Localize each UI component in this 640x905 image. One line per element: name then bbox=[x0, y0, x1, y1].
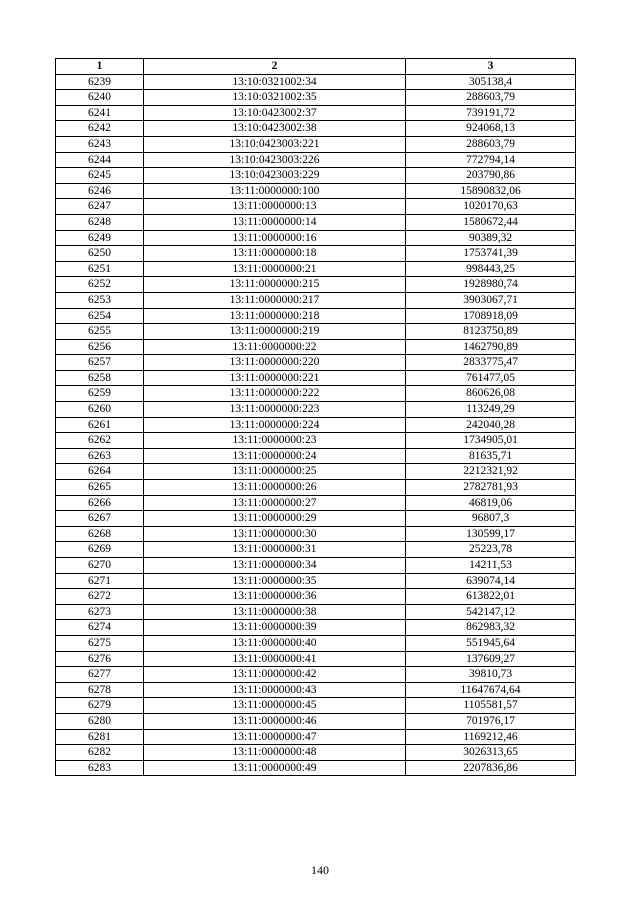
table-row bbox=[56, 199, 576, 215]
value-cell: 761477,05 bbox=[406, 370, 576, 386]
column-header-cadastral-number: 2 bbox=[144, 59, 406, 75]
table-row bbox=[56, 713, 576, 729]
row-number-cell: 6249 bbox=[56, 230, 144, 246]
cadastral-number-cell: 13:11:0000000:46 bbox=[144, 713, 406, 729]
row-number-cell: 6274 bbox=[56, 620, 144, 636]
row-number-cell: 6257 bbox=[56, 355, 144, 371]
value-cell: 1020170,63 bbox=[406, 199, 576, 215]
table-row bbox=[56, 90, 576, 106]
value-cell: 130599,17 bbox=[406, 526, 576, 542]
cadastral-number-cell: 13:11:0000000:29 bbox=[144, 511, 406, 527]
row-number-cell: 6254 bbox=[56, 308, 144, 324]
cadastral-number-cell: 13:11:0000000:221 bbox=[144, 370, 406, 386]
cadastral-number-cell: 13:11:0000000:224 bbox=[144, 417, 406, 433]
row-number-cell: 6279 bbox=[56, 698, 144, 714]
row-number-cell: 6267 bbox=[56, 511, 144, 527]
row-number-cell: 6256 bbox=[56, 339, 144, 355]
cadastral-number-cell: 13:11:0000000:18 bbox=[144, 246, 406, 262]
table-row bbox=[56, 511, 576, 527]
cadastral-number-cell: 13:11:0000000:38 bbox=[144, 604, 406, 620]
table-row bbox=[56, 261, 576, 277]
value-cell: 639074,14 bbox=[406, 573, 576, 589]
table-row bbox=[56, 745, 576, 761]
row-number-cell: 6264 bbox=[56, 464, 144, 480]
value-cell: 39810,73 bbox=[406, 667, 576, 683]
table-row bbox=[56, 308, 576, 324]
cadastral-number-cell: 13:11:0000000:35 bbox=[144, 573, 406, 589]
table-row bbox=[56, 74, 576, 90]
table-row bbox=[56, 448, 576, 464]
cadastral-number-cell: 13:11:0000000:45 bbox=[144, 698, 406, 714]
row-number-cell: 6253 bbox=[56, 292, 144, 308]
value-cell: 305138,4 bbox=[406, 74, 576, 90]
value-cell: 46819,06 bbox=[406, 495, 576, 511]
table-row bbox=[56, 355, 576, 371]
table-row bbox=[56, 558, 576, 574]
row-number-cell: 6241 bbox=[56, 105, 144, 121]
page-number: 140 bbox=[311, 863, 329, 877]
row-number-cell: 6258 bbox=[56, 370, 144, 386]
table-row bbox=[56, 183, 576, 199]
cadastral-value-table bbox=[55, 58, 576, 776]
row-number-cell: 6273 bbox=[56, 604, 144, 620]
cadastral-number-cell: 13:11:0000000:24 bbox=[144, 448, 406, 464]
table-row bbox=[56, 324, 576, 340]
table-row bbox=[56, 339, 576, 355]
cadastral-number-cell: 13:10:0423002:37 bbox=[144, 105, 406, 121]
value-cell: 1580672,44 bbox=[406, 214, 576, 230]
row-number-cell: 6248 bbox=[56, 214, 144, 230]
value-cell: 3026313,65 bbox=[406, 745, 576, 761]
cadastral-number-cell: 13:10:0321002:34 bbox=[144, 74, 406, 90]
value-cell: 113249,29 bbox=[406, 402, 576, 418]
row-number-cell: 6271 bbox=[56, 573, 144, 589]
row-number-cell: 6260 bbox=[56, 402, 144, 418]
cadastral-number-cell: 13:11:0000000:21 bbox=[144, 261, 406, 277]
cadastral-number-cell: 13:11:0000000:31 bbox=[144, 542, 406, 558]
table-row bbox=[56, 417, 576, 433]
row-number-cell: 6280 bbox=[56, 713, 144, 729]
value-cell: 288603,79 bbox=[406, 136, 576, 152]
table-row bbox=[56, 386, 576, 402]
value-cell: 137609,27 bbox=[406, 651, 576, 667]
table-row bbox=[56, 526, 576, 542]
value-cell: 2782781,93 bbox=[406, 480, 576, 496]
value-cell: 1734905,01 bbox=[406, 433, 576, 449]
cadastral-number-cell: 13:11:0000000:223 bbox=[144, 402, 406, 418]
table-row bbox=[56, 230, 576, 246]
row-number-cell: 6266 bbox=[56, 495, 144, 511]
table-row bbox=[56, 573, 576, 589]
value-cell: 701976,17 bbox=[406, 713, 576, 729]
row-number-cell: 6263 bbox=[56, 448, 144, 464]
row-number-cell: 6282 bbox=[56, 745, 144, 761]
table-row bbox=[56, 292, 576, 308]
value-cell: 772794,14 bbox=[406, 152, 576, 168]
cadastral-number-cell: 13:11:0000000:49 bbox=[144, 760, 406, 776]
row-number-cell: 6281 bbox=[56, 729, 144, 745]
row-number-cell: 6261 bbox=[56, 417, 144, 433]
value-cell: 96807,3 bbox=[406, 511, 576, 527]
row-number-cell: 6283 bbox=[56, 760, 144, 776]
cadastral-number-cell: 13:11:0000000:34 bbox=[144, 558, 406, 574]
table-row bbox=[56, 729, 576, 745]
cadastral-number-cell: 13:11:0000000:220 bbox=[144, 355, 406, 371]
value-cell: 11647674,64 bbox=[406, 682, 576, 698]
row-number-cell: 6259 bbox=[56, 386, 144, 402]
value-cell: 1105581,57 bbox=[406, 698, 576, 714]
value-cell: 3903067,71 bbox=[406, 292, 576, 308]
cadastral-number-cell: 13:10:0423003:229 bbox=[144, 168, 406, 184]
value-cell: 551945,64 bbox=[406, 635, 576, 651]
cadastral-number-cell: 13:11:0000000:13 bbox=[144, 199, 406, 215]
row-number-cell: 6275 bbox=[56, 635, 144, 651]
value-cell: 613822,01 bbox=[406, 589, 576, 605]
table-row bbox=[56, 105, 576, 121]
cadastral-number-cell: 13:10:0423002:38 bbox=[144, 121, 406, 137]
cadastral-number-cell: 13:11:0000000:43 bbox=[144, 682, 406, 698]
value-cell: 2833775,47 bbox=[406, 355, 576, 371]
table-row bbox=[56, 480, 576, 496]
table-row bbox=[56, 464, 576, 480]
table-row bbox=[56, 168, 576, 184]
table-body bbox=[56, 74, 576, 776]
cadastral-number-cell: 13:11:0000000:40 bbox=[144, 635, 406, 651]
value-cell: 15890832,06 bbox=[406, 183, 576, 199]
table-row bbox=[56, 604, 576, 620]
column-header-number: 1 bbox=[56, 59, 144, 75]
value-cell: 8123750,89 bbox=[406, 324, 576, 340]
cadastral-number-cell: 13:11:0000000:47 bbox=[144, 729, 406, 745]
table-row bbox=[56, 635, 576, 651]
row-number-cell: 6244 bbox=[56, 152, 144, 168]
table-row bbox=[56, 667, 576, 683]
cadastral-number-cell: 13:11:0000000:14 bbox=[144, 214, 406, 230]
value-cell: 90389,32 bbox=[406, 230, 576, 246]
row-number-cell: 6240 bbox=[56, 90, 144, 106]
row-number-cell: 6239 bbox=[56, 74, 144, 90]
value-cell: 2207836,86 bbox=[406, 760, 576, 776]
cadastral-number-cell: 13:11:0000000:217 bbox=[144, 292, 406, 308]
table-row bbox=[56, 214, 576, 230]
cadastral-number-cell: 13:11:0000000:48 bbox=[144, 745, 406, 761]
cadastral-number-cell: 13:10:0423003:226 bbox=[144, 152, 406, 168]
cadastral-number-cell: 13:11:0000000:222 bbox=[144, 386, 406, 402]
row-number-cell: 6265 bbox=[56, 480, 144, 496]
table-row bbox=[56, 370, 576, 386]
data-table-container bbox=[55, 58, 575, 776]
row-number-cell: 6252 bbox=[56, 277, 144, 293]
cadastral-number-cell: 13:11:0000000:26 bbox=[144, 480, 406, 496]
cadastral-number-cell: 13:11:0000000:27 bbox=[144, 495, 406, 511]
value-cell: 739191,72 bbox=[406, 105, 576, 121]
value-cell: 81635,71 bbox=[406, 448, 576, 464]
cadastral-number-cell: 13:10:0423003:221 bbox=[144, 136, 406, 152]
value-cell: 1169212,46 bbox=[406, 729, 576, 745]
table-row bbox=[56, 760, 576, 776]
value-cell: 288603,79 bbox=[406, 90, 576, 106]
cadastral-number-cell: 13:11:0000000:22 bbox=[144, 339, 406, 355]
value-cell: 1708918,09 bbox=[406, 308, 576, 324]
table-header-row bbox=[56, 59, 576, 75]
value-cell: 1928980,74 bbox=[406, 277, 576, 293]
table-row bbox=[56, 682, 576, 698]
value-cell: 14211,53 bbox=[406, 558, 576, 574]
cadastral-number-cell: 13:11:0000000:219 bbox=[144, 324, 406, 340]
row-number-cell: 6276 bbox=[56, 651, 144, 667]
value-cell: 924068,13 bbox=[406, 121, 576, 137]
row-number-cell: 6251 bbox=[56, 261, 144, 277]
table-row bbox=[56, 651, 576, 667]
value-cell: 860626,08 bbox=[406, 386, 576, 402]
table-row bbox=[56, 152, 576, 168]
value-cell: 203790,86 bbox=[406, 168, 576, 184]
table-row bbox=[56, 589, 576, 605]
table-row bbox=[56, 433, 576, 449]
row-number-cell: 6250 bbox=[56, 246, 144, 262]
cadastral-number-cell: 13:11:0000000:100 bbox=[144, 183, 406, 199]
row-number-cell: 6246 bbox=[56, 183, 144, 199]
table-row bbox=[56, 277, 576, 293]
row-number-cell: 6262 bbox=[56, 433, 144, 449]
cadastral-number-cell: 13:11:0000000:36 bbox=[144, 589, 406, 605]
table-row bbox=[56, 246, 576, 262]
value-cell: 1753741,39 bbox=[406, 246, 576, 262]
cadastral-number-cell: 13:11:0000000:16 bbox=[144, 230, 406, 246]
row-number-cell: 6272 bbox=[56, 589, 144, 605]
table-row bbox=[56, 698, 576, 714]
table-row bbox=[56, 495, 576, 511]
row-number-cell: 6269 bbox=[56, 542, 144, 558]
value-cell: 1462790,89 bbox=[406, 339, 576, 355]
value-cell: 862983,32 bbox=[406, 620, 576, 636]
cadastral-number-cell: 13:10:0321002:35 bbox=[144, 90, 406, 106]
value-cell: 998443,25 bbox=[406, 261, 576, 277]
value-cell: 542147,12 bbox=[406, 604, 576, 620]
row-number-cell: 6242 bbox=[56, 121, 144, 137]
table-row bbox=[56, 542, 576, 558]
row-number-cell: 6255 bbox=[56, 324, 144, 340]
table-row bbox=[56, 136, 576, 152]
cadastral-number-cell: 13:11:0000000:25 bbox=[144, 464, 406, 480]
row-number-cell: 6243 bbox=[56, 136, 144, 152]
cadastral-number-cell: 13:11:0000000:23 bbox=[144, 433, 406, 449]
cadastral-number-cell: 13:11:0000000:42 bbox=[144, 667, 406, 683]
cadastral-number-cell: 13:11:0000000:30 bbox=[144, 526, 406, 542]
value-cell: 242040,28 bbox=[406, 417, 576, 433]
row-number-cell: 6270 bbox=[56, 558, 144, 574]
cadastral-number-cell: 13:11:0000000:218 bbox=[144, 308, 406, 324]
column-header-value: 3 bbox=[406, 59, 576, 75]
row-number-cell: 6247 bbox=[56, 199, 144, 215]
row-number-cell: 6278 bbox=[56, 682, 144, 698]
row-number-cell: 6268 bbox=[56, 526, 144, 542]
table-row bbox=[56, 121, 576, 137]
cadastral-number-cell: 13:11:0000000:39 bbox=[144, 620, 406, 636]
cadastral-number-cell: 13:11:0000000:215 bbox=[144, 277, 406, 293]
row-number-cell: 6277 bbox=[56, 667, 144, 683]
value-cell: 25223,78 bbox=[406, 542, 576, 558]
table-row bbox=[56, 402, 576, 418]
row-number-cell: 6245 bbox=[56, 168, 144, 184]
cadastral-number-cell: 13:11:0000000:41 bbox=[144, 651, 406, 667]
value-cell: 2212321,92 bbox=[406, 464, 576, 480]
table-row bbox=[56, 620, 576, 636]
